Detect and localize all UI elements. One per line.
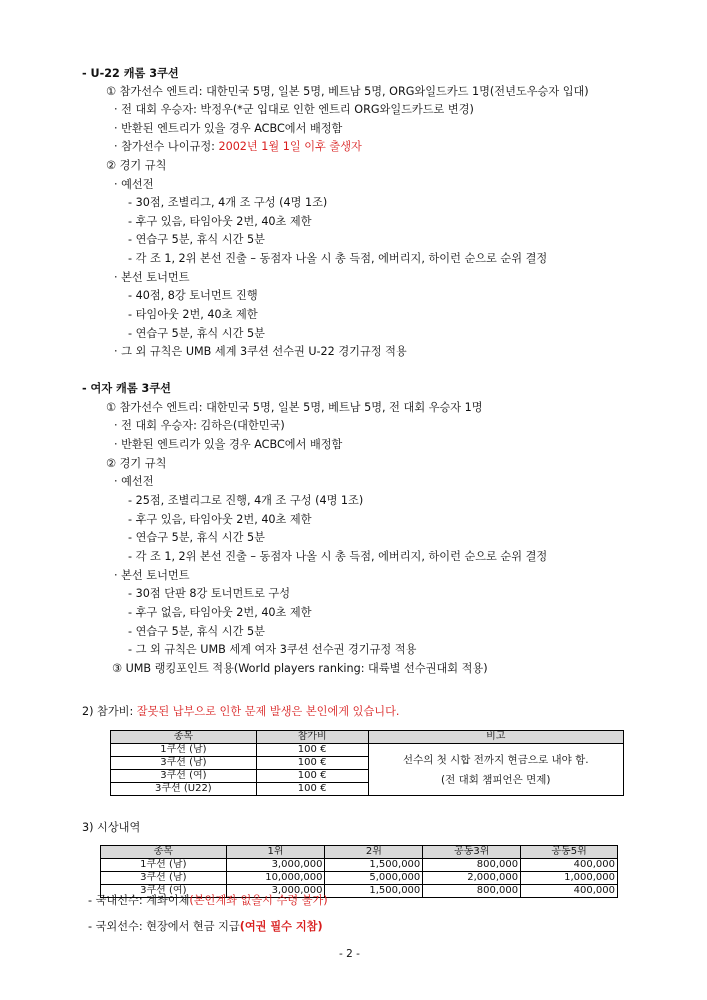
women-main-item: - 30점 단판 8강 토너먼트로 구성 <box>128 587 291 600</box>
event-cell: 3쿠션 (여) <box>111 770 257 783</box>
women-rules-heading: ② 경기 규칙 <box>106 457 167 470</box>
women-main-item: - 연습구 5분, 휴식 시간 5분 <box>128 625 265 638</box>
prize-cell: 10,000,000 <box>226 872 325 885</box>
prize-cell: 800,000 <box>423 859 521 872</box>
table-header-row <box>101 846 618 859</box>
u22-main-heading: · 본선 토너먼트 <box>114 271 190 284</box>
event-cell: 3쿠션 (남) <box>111 757 257 770</box>
foreign-payment-label: - 국외선수: 현장에서 현금 지급 <box>88 920 240 933</box>
u22-age-label: · 참가선수 나이규정: <box>114 140 219 153</box>
women-prelim-item: - 25점, 조별리그로 진행, 4개 조 구성 (4명 1조) <box>128 494 364 507</box>
women-main-heading: · 본선 토너먼트 <box>114 569 190 582</box>
fee-cell: 100 € <box>256 744 368 757</box>
fee-cell: 100 € <box>256 757 368 770</box>
prize-cell: 5,000,000 <box>325 872 423 885</box>
u22-prelim-item: - 후구 있음, 타임아웃 2번, 40초 제한 <box>128 215 312 228</box>
domestic-payment-label: - 국내선수: 계좌이체 <box>88 894 190 907</box>
event-cell: 3쿠션 (여) <box>101 885 227 898</box>
column-header: 공동5위 <box>521 846 618 859</box>
column-header: 공동3위 <box>423 846 521 859</box>
column-header: 종목 <box>111 731 257 744</box>
foreign-payment-note <box>88 919 323 935</box>
u22-prelim-heading: · 예선전 <box>114 178 154 191</box>
event-cell: 1쿠션 (남) <box>111 744 257 757</box>
women-main-item: - 후구 없음, 타임아웃 2번, 40초 제한 <box>128 606 312 619</box>
women-prev-winner: · 전 대회 우승자: 김하은(대한민국) <box>114 419 285 432</box>
foreign-payment-warning: (여권 필수 지참) <box>239 920 323 933</box>
prize-table <box>100 845 618 898</box>
women-section-title: - 여자 캐롬 3쿠션 <box>82 382 171 395</box>
u22-rules-heading: ② 경기 규칙 <box>106 159 167 172</box>
fee-cell: 100 € <box>256 770 368 783</box>
u22-age-value: 2002년 1월 1일 이후 출생자 <box>218 140 362 153</box>
column-header: 종목 <box>101 846 227 859</box>
u22-other-rules: · 그 외 규칙은 UMB 세계 3쿠션 선수권 U-22 경기규정 적용 <box>114 345 407 358</box>
fee-heading-label: 2) 참가비: <box>82 705 137 718</box>
u22-age-rule <box>114 139 362 155</box>
domestic-payment-warning: (본인계좌 없을시 수령 불가) <box>189 894 328 907</box>
fee-note-line: 선수의 첫 시합 전까지 현금으로 내야 함. <box>402 753 589 766</box>
table-row <box>101 859 618 872</box>
women-prelim-item: - 각 조 1, 2위 본선 진출 – 동점자 나올 시 총 득점, 에버리지, 하이런 순으로 순위 결정 <box>128 550 548 563</box>
prize-cell: 3,000,000 <box>226 885 325 898</box>
fee-note-line: (전 대회 챔피언은 면제) <box>441 773 551 786</box>
fee-cell: 100 € <box>256 783 368 796</box>
prize-cell: 400,000 <box>521 885 618 898</box>
prize-cell: 400,000 <box>521 859 618 872</box>
table-row <box>101 872 618 885</box>
u22-prelim-item: - 30점, 조별리그, 4개 조 구성 (4명 1조) <box>128 196 328 209</box>
u22-main-item: - 타임아웃 2번, 40초 제한 <box>128 308 258 321</box>
u22-main-item: - 40점, 8강 토너먼트 진행 <box>128 289 258 302</box>
table-header-row <box>111 731 624 744</box>
women-prelim-item: - 후구 있음, 타임아웃 2번, 40초 제한 <box>128 513 312 526</box>
event-cell: 1쿠션 (남) <box>101 859 227 872</box>
u22-prelim-item: - 연습구 5분, 휴식 시간 5분 <box>128 233 265 246</box>
prize-cell: 1,500,000 <box>325 859 423 872</box>
prize-cell: 1,500,000 <box>325 885 423 898</box>
fee-heading <box>82 704 399 720</box>
prize-cell: 1,000,000 <box>521 872 618 885</box>
column-header: 참가비 <box>256 731 368 744</box>
prize-cell: 3,000,000 <box>226 859 325 872</box>
fee-note-cell <box>368 744 623 796</box>
column-header: 비고 <box>368 731 623 744</box>
women-ranking-points: ③ UMB 랭킹포인트 적용(World players ranking: 대륙별 선수권대회 적용) <box>112 662 488 675</box>
domestic-payment-note <box>88 893 328 909</box>
prize-cell: 800,000 <box>423 885 521 898</box>
column-header: 2위 <box>325 846 423 859</box>
u22-entry: ① 참가선수 엔트리: 대한민국 5명, 일본 5명, 베트남 5명, ORG와일드카드 1명(전년도우승자 입대) <box>106 85 589 98</box>
u22-returned-entry: · 반환된 엔트리가 있을 경우 ACBC에서 배정함 <box>114 122 343 135</box>
women-entry: ① 참가선수 엔트리: 대한민국 5명, 일본 5명, 베트남 5명, 전 대회 우승자 1명 <box>106 401 483 414</box>
event-cell: 3쿠션 (남) <box>101 872 227 885</box>
fee-table <box>110 730 624 796</box>
column-header: 1위 <box>226 846 325 859</box>
prize-heading: 3) 시상내역 <box>82 821 141 834</box>
u22-prelim-item: - 각 조 1, 2위 본선 진출 – 동점자 나올 시 총 득점, 에버리지, 하이런 순으로 순위 결정 <box>128 252 548 265</box>
u22-section-title: - U-22 캐롬 3쿠션 <box>82 67 179 80</box>
u22-main-item: - 연습구 5분, 휴식 시간 5분 <box>128 327 265 340</box>
fee-warning: 잘못된 납부으로 인한 문제 발생은 본인에게 있습니다. <box>136 705 400 718</box>
table-row <box>111 744 624 757</box>
prize-cell: 2,000,000 <box>423 872 521 885</box>
women-returned-entry: · 반환된 엔트리가 있을 경우 ACBC에서 배정함 <box>114 438 343 451</box>
women-main-item: - 그 외 규칙은 UMB 세계 여자 3쿠션 선수권 경기규정 적용 <box>128 643 417 656</box>
women-prelim-heading: · 예선전 <box>114 475 154 488</box>
women-prelim-item: - 연습구 5분, 휴식 시간 5분 <box>128 531 265 544</box>
event-cell: 3쿠션 (U22) <box>111 783 257 796</box>
page-number: - 2 - <box>339 948 360 960</box>
u22-prev-winner: · 전 대회 우승자: 박정우(*군 입대로 인한 엔트리 ORG와일드카드로 변경) <box>114 103 474 116</box>
